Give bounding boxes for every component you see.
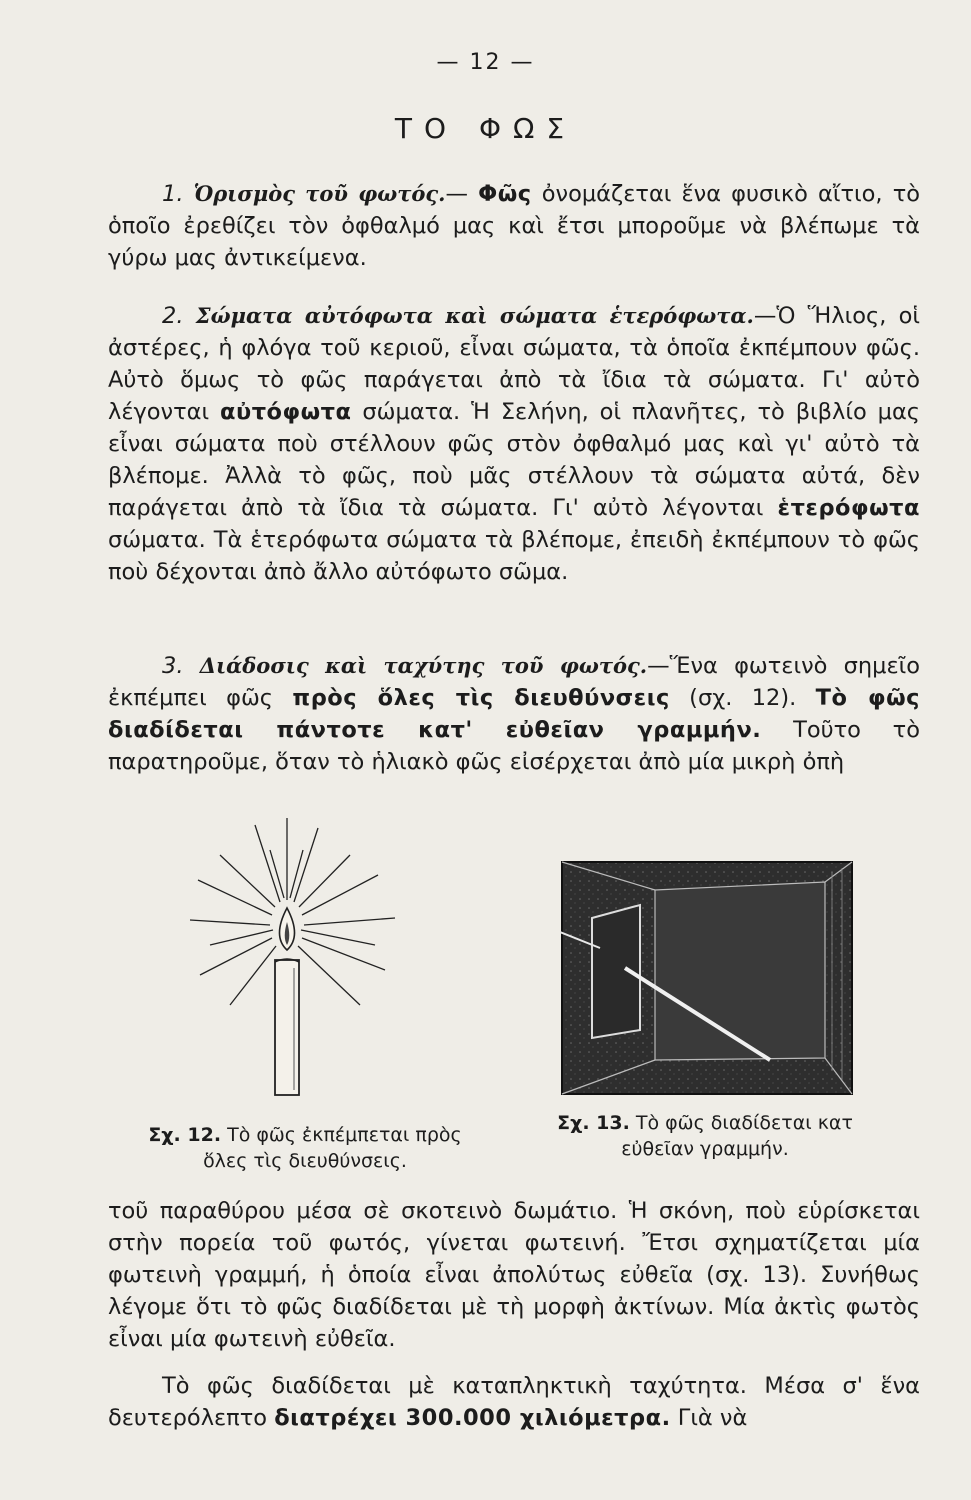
section-1-paragraph bbox=[108, 178, 920, 274]
section-2-paragraph bbox=[108, 300, 920, 588]
paragraph-text: —Ἕνα φωτεινὸ σημεῖο ἐκπέμπει φῶς bbox=[108, 653, 921, 711]
bold-term: Φῶς bbox=[478, 181, 532, 207]
dark-room-light-beam-icon bbox=[560, 860, 865, 1100]
speed-paragraph bbox=[108, 1370, 920, 1434]
figure-12 bbox=[190, 810, 410, 1110]
continued-paragraph: τοῦ παραθύρου μέσα σὲ σκοτεινὸ δωμάτιο. Ἡ σκόνη, ποὺ εὑρίσκεται στὴν πορεία τοῦ φωτός, γίνεται φωτεινή. Ἔτσι σχηματίζεται μία φωτεινὴ γραμμή, ἡ ὁποία εἶναι ἀπολύτως εὐθεῖα (σχ. 13). Συνήθως λέγομε ὅτι τὸ φῶς διαδίδεται μὲ τὴ μορφὴ ἀκτίνων. Μία ἀκτὶς φωτὸς εἶναι μία φωτεινὴ εὐθεῖα. bbox=[108, 1198, 920, 1352]
figure-13-caption bbox=[520, 1110, 890, 1162]
paragraph-text: — bbox=[445, 181, 479, 207]
section-number: 3. bbox=[162, 653, 184, 679]
page-number: — 12 — bbox=[436, 50, 535, 75]
figure-13 bbox=[560, 860, 865, 1100]
bold-term: Τὸ φῶς διαδίδεται πάντοτε κατ' εὐθεῖαν γραμμήν. bbox=[108, 685, 920, 743]
bold-term: διατρέχει 300.000 χιλιόμετρα. bbox=[274, 1405, 671, 1431]
figure-label: Σχ. 12. bbox=[148, 1124, 222, 1146]
figure-12-caption bbox=[140, 1122, 470, 1174]
paragraph-text: σώματα. Ἡ Σελήνη, οἱ πλανῆτες, τὸ βιβλίο μας εἶναι σώματα ποὺ στέλλουν φῶς στὸν ὀφθαλμό μας καὶ γι' αὐτὸ τὰ βλέπομε. Ἀλλὰ τὸ φῶς, ποὺ μᾶς στέλλουν τὰ σώματα αὐτά, δὲν παράγεται ἀπὸ τὰ ἴδια τὰ σώματα. Γι' αὐτὸ λέγονται bbox=[108, 399, 920, 521]
paragraph-text: Τὸ φῶς διαδίδεται μὲ καταπληκτικὴ ταχύτητα. Μέσα σ' ἕνα δευτερόλεπτο bbox=[108, 1373, 920, 1431]
paragraph-text: σώματα. Τὰ ἑτερόφωτα σώματα τὰ βλέπομε, ἐπειδὴ ἐκπέμπουν τὸ φῶς ποὺ δέχονται ἀπὸ ἄλλο αὐτόφωτο σῶμα. bbox=[108, 527, 920, 585]
caption-text: Τὸ φῶς ἐκπέμπεται πρὸς ὅλες τὶς διευθύνσεις. bbox=[203, 1124, 462, 1172]
section-heading: Ὁρισμὸς τοῦ φωτός. bbox=[193, 181, 446, 206]
bold-term: πρὸς ὅλες τὶς διευθύνσεις bbox=[292, 685, 670, 711]
section-heading: Σώματα αὐτόφωτα καὶ σώματα ἑτερόφωτα. bbox=[195, 303, 754, 328]
paragraph-text: ὀνομάζεται ἕνα φυσικὸ αἴτιο, τὸ ὁποῖο ἐρεθίζει τὸν ὀφθαλμό μας καὶ ἔτσι μποροῦμε νὰ βλέπωμε τὰ γύρω μας ἀντικείμενα. bbox=[108, 181, 921, 271]
section-heading: Διάδοσις καὶ ταχύτης τοῦ φωτός. bbox=[199, 653, 648, 678]
figure-label: Σχ. 13. bbox=[557, 1112, 630, 1134]
caption-text: Τὸ φῶς διαδίδεται κατ εὐθεῖαν γραμμήν. bbox=[621, 1112, 853, 1160]
chapter-title: ΤΟ ΦΩΣ bbox=[394, 112, 577, 145]
paragraph-text: Τοῦτο τὸ παρατηροῦμε, ὅταν τὸ ἡλιακὸ φῶς εἰσέρχεται ἀπὸ μία μικρὴ ὀπὴ bbox=[108, 717, 920, 775]
paragraph-text: —Ὁ Ἥλιος, οἱ ἀστέρες, ἡ φλόγα τοῦ κεριοῦ, εἶναι σώματα, τὰ ὁποῖα ἐκπέμπουν φῶς. Αὐτὸ ὅμως τὸ φῶς παράγεται ἀπὸ τὰ ἴδια τὰ σώματα. Γι' αὐτὸ λέγονται bbox=[108, 303, 921, 425]
bold-term: ἑτερόφωτα bbox=[777, 495, 920, 521]
paragraph-text: (σχ. 12). bbox=[669, 685, 816, 711]
section-3-paragraph bbox=[108, 650, 920, 778]
candle-rays-icon bbox=[190, 810, 410, 1110]
section-number: 1. bbox=[162, 181, 184, 207]
section-number: 2. bbox=[162, 303, 184, 329]
paragraph-text: Γιὰ νὰ bbox=[670, 1405, 748, 1431]
bold-term: αὐτόφωτα bbox=[220, 399, 352, 425]
